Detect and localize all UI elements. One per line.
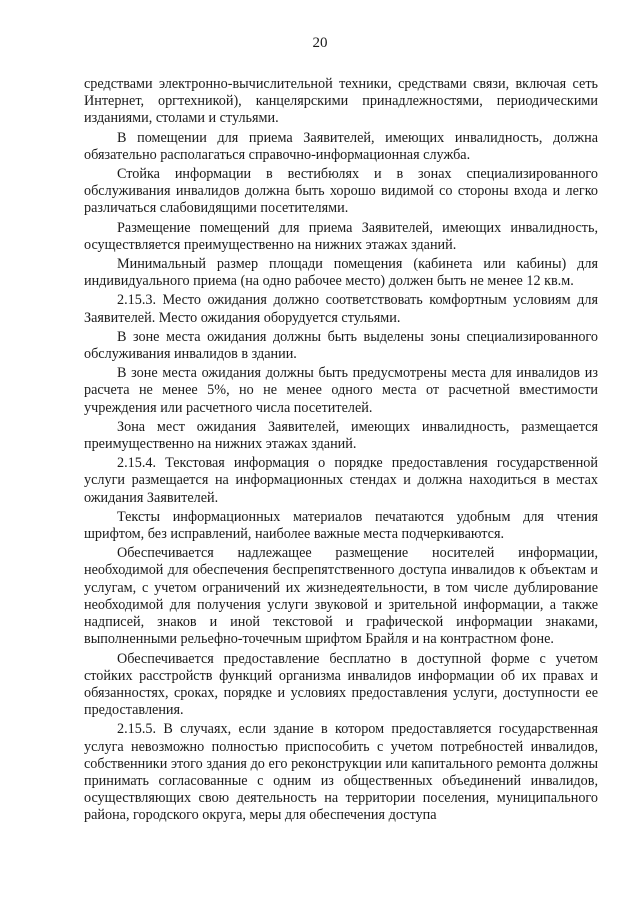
- paragraph: 2.15.3. Место ожидания должно соответствовать комфортным условиям для Заявителей. Место ожидания оборудуется стульями.: [84, 292, 598, 326]
- paragraph: В зоне места ожидания должны быть предусмотрены места для инвалидов из расчета не менее 5%, но не менее одного места от расчетной вместимости учреждения или расчетного числа посетителей.: [84, 365, 598, 416]
- paragraph: Минимальный размер площади помещения (кабинета или кабины) для индивидуального приема (на одно рабочее место) должен быть не менее 12 кв.м.: [84, 256, 598, 290]
- page-number: 20: [312, 35, 328, 51]
- paragraph: Зона мест ожидания Заявителей, имеющих инвалидность, размещается преимущественно на нижних этажах зданий.: [84, 418, 598, 453]
- paragraph: Тексты информационных материалов печатаются удобным для чтения шрифтом, без исправлений, наиболее важные места подчеркиваются.: [84, 508, 598, 543]
- paragraph: Стойка информации в вестибюлях и в зонах специализированного обслуживания инвалидов должна быть хорошо видимой со стороны входа и легко различаться слабовидящими посетителями.: [84, 166, 598, 217]
- paragraph: В зоне места ожидания должны быть выделены зоны специализированного обслуживания инвалидов в здании.: [84, 328, 598, 363]
- paragraph: Обеспечивается предоставление бесплатно в доступной форме с учетом стойких расстройств функций организма инвалидов информации об их правах и обязанностях, сроках, порядке и условиях предоставления услуги, доступности ее предоставления.: [84, 650, 598, 719]
- paragraph: Размещение помещений для приема Заявителей, имеющих инвалидность, осуществляется преимущественно на нижних этажах зданий.: [84, 219, 598, 253]
- paragraph: 2.15.4. Текстовая информация о порядке предоставления государственной услуги размещается на информационных стендах и должна находиться в местах ожидания Заявителей.: [84, 455, 598, 506]
- paragraph: средствами электронно-вычислительной техники, средствами связи, включая сеть Интернет, оргтехникой), канцелярскими принадлежностями, периодическими изданиями, столами и стульями.: [84, 76, 598, 127]
- paragraph: Обеспечивается надлежащее размещение носителей информации, необходимой для обеспечения беспрепятственного доступа инвалидов к объектам и услугам, с учетом ограничений их жизнедеятельности, в том числе дублирование необходимой для получения услуги звуковой и зрительной информации, а также надписей, знаков и иной текстовой и графической информации знаками, выполненными рельефно-точечным шрифтом Брайля и на контрастном фоне.: [84, 545, 598, 648]
- document-body: [84, 76, 598, 825]
- paragraph: 2.15.5. В случаях, если здание в котором предоставляется государственная услуга невозможно полностью приспособить с учетом потребностей инвалидов, собственники этого здания до его реконструкции или капитального ремонта должны принимать согласованные с одним из общественных объединений инвалидов, осуществляющих свою деятельность на территории поселения, муниципального района, городского округа, меры для обеспечения доступа: [84, 721, 598, 824]
- paragraph: В помещении для приема Заявителей, имеющих инвалидность, должна обязательно располагаться справочно-информационная служба.: [84, 129, 598, 163]
